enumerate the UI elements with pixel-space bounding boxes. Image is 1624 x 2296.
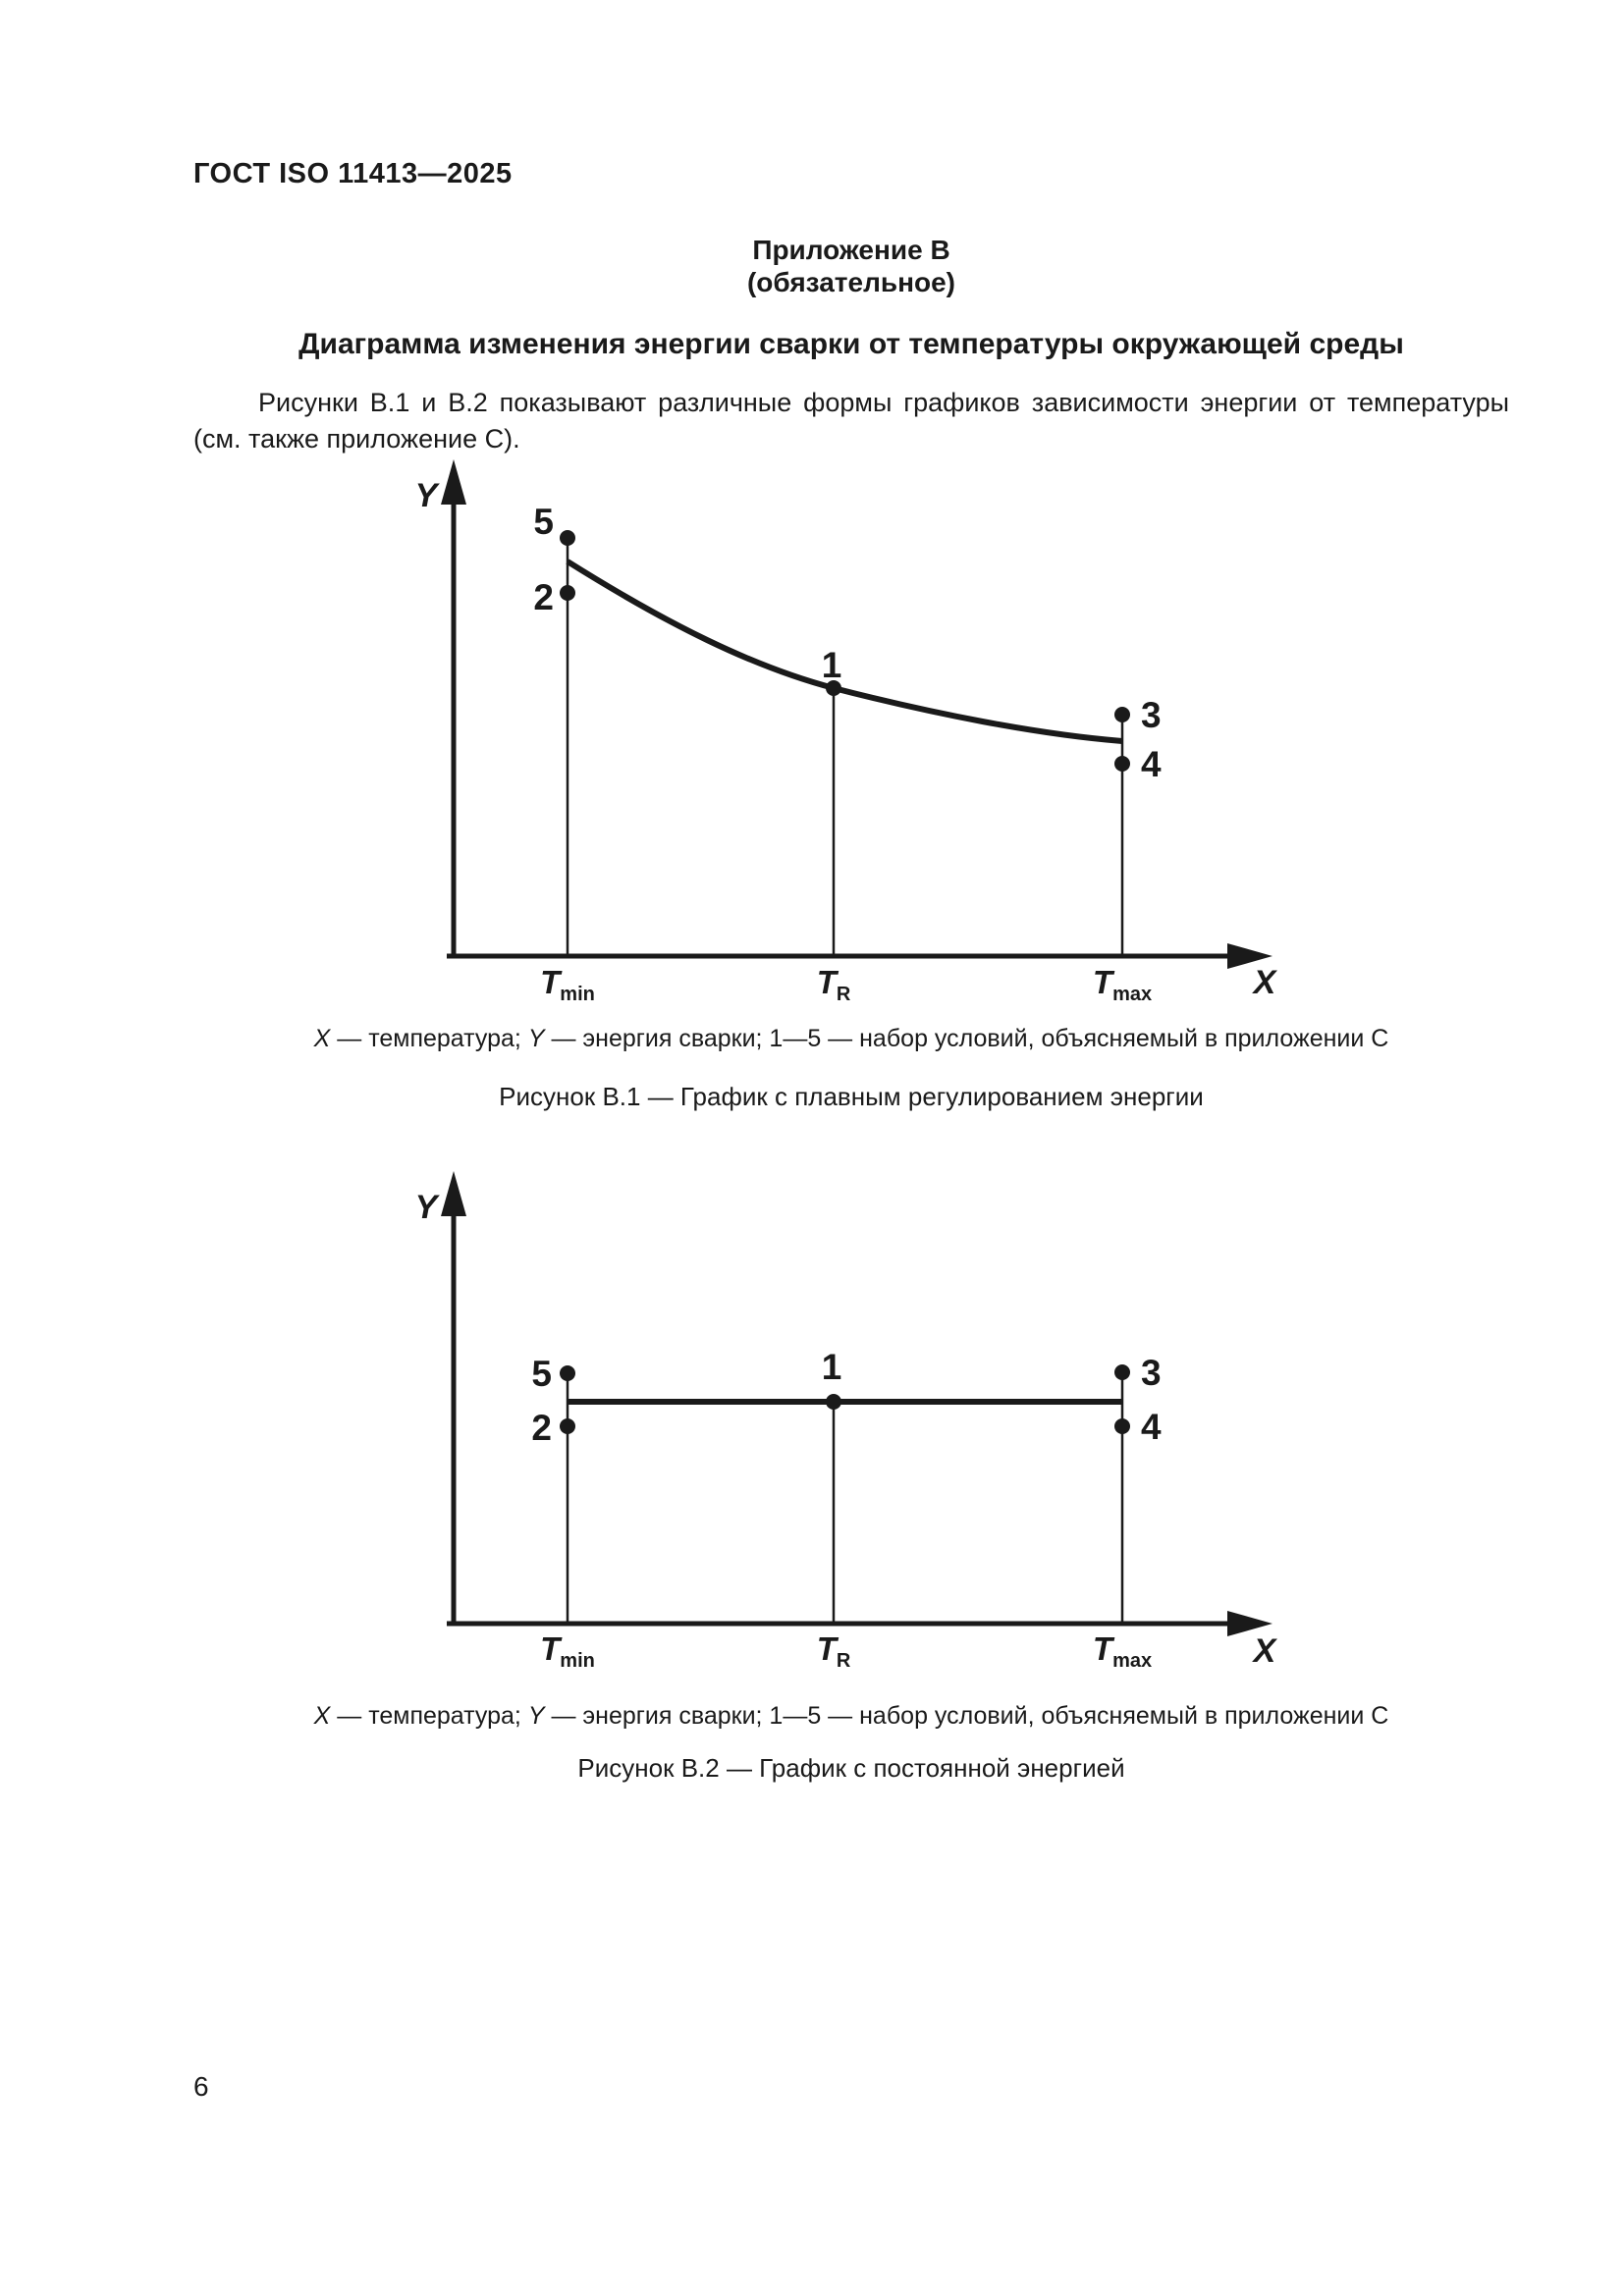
data-point: [826, 1394, 841, 1410]
legend-part: Y: [527, 1702, 545, 1730]
point-label: 3: [1141, 695, 1162, 735]
point-label: 2: [531, 1408, 552, 1448]
appendix-label-block: [193, 234, 1509, 298]
point-label: 4: [1141, 744, 1162, 784]
data-point: [1114, 756, 1130, 772]
y-axis-arrow-icon: [441, 1171, 466, 1216]
figure-b1-chart: [344, 452, 1326, 1011]
data-point: [1114, 1364, 1130, 1380]
appendix-label: Приложение В: [752, 235, 950, 265]
tick-label: $T_{max}$: [1092, 964, 1153, 1005]
legend-part: — энергия сварки; 1—5 — набор условий, объясняемый в приложении С: [544, 1702, 1389, 1730]
legend-part: X: [313, 1025, 331, 1052]
tick-label: $T_R$: [816, 1630, 851, 1672]
data-point: [560, 1418, 575, 1434]
legend-part: — энергия сварки; 1—5 — набор условий, объясняемый в приложении С: [544, 1025, 1389, 1052]
figure-b2-caption: Рисунок В.2 — График с постоянной энергией: [577, 1753, 1125, 1783]
legend-part: X: [313, 1702, 331, 1730]
figure-b2-chart: [344, 1163, 1326, 1723]
y-axis-label: Y: [414, 1189, 438, 1226]
x-axis-label: X: [1253, 1632, 1276, 1670]
legend-part: Y: [527, 1025, 545, 1052]
energy-curve: [568, 561, 1122, 741]
figure-b2-legend: [193, 1702, 1509, 1731]
figure-b1-legend: [193, 1025, 1509, 1053]
tick-label: $T_R$: [816, 964, 851, 1005]
tick-label: $T_{min}$: [540, 1630, 595, 1672]
point-label: 1: [821, 645, 842, 685]
point-label: 5: [533, 502, 554, 542]
data-point: [560, 585, 575, 601]
page-number: 6: [193, 2071, 209, 2102]
data-point: [560, 530, 575, 546]
data-point: [560, 1365, 575, 1381]
appendix-status: (обязательное): [746, 267, 955, 297]
point-label: 5: [531, 1354, 552, 1394]
data-point: [1114, 1418, 1130, 1434]
y-axis-arrow-icon: [441, 459, 466, 505]
point-label: 3: [1141, 1353, 1162, 1393]
legend-part: — температура;: [330, 1702, 528, 1730]
legend-part: — температура;: [330, 1025, 528, 1052]
standard-number-header: ГОСТ ISO 11413—2025: [193, 158, 513, 189]
figure-b1-caption: Рисунок В.1 — График с плавным регулированием энергии: [499, 1082, 1204, 1111]
x-axis-label: X: [1253, 964, 1276, 1001]
appendix-heading: Диаграмма изменения энергии сварки от температуры окружающей среды: [298, 328, 1404, 360]
tick-label: $T_{min}$: [540, 964, 595, 1005]
tick-label: $T_{max}$: [1092, 1630, 1153, 1672]
y-axis-label: Y: [414, 477, 438, 514]
point-label: 1: [821, 1347, 842, 1387]
point-label: 4: [1141, 1407, 1162, 1447]
data-point: [1114, 707, 1130, 722]
body-paragraph: Рисунки В.1 и В.2 показывают различные формы графиков зависимости энергии от температуры (см. также приложение С).: [193, 388, 1509, 454]
point-label: 2: [533, 577, 554, 617]
